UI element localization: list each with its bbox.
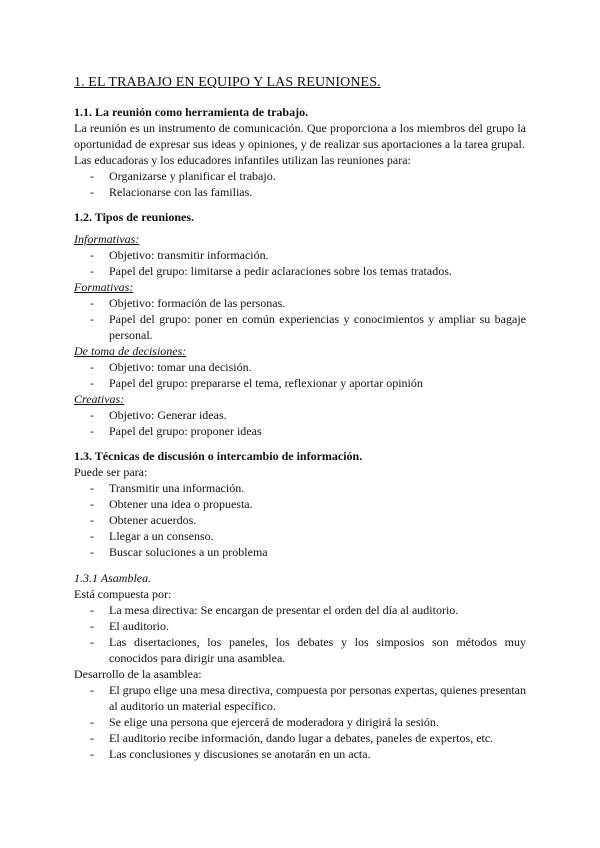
list-item: - El auditorio. xyxy=(74,618,526,634)
document-body xyxy=(74,74,526,762)
list-item: - Transmitir una información. xyxy=(74,480,526,496)
section-1-1-list xyxy=(74,168,526,200)
list-item: - Organizarse y planificar el trabajo. xyxy=(74,168,526,184)
list-item: - Papel del grupo: limitarse a pedir aclaraciones sobre los temas tratados. xyxy=(74,263,526,279)
type-informativas-list xyxy=(74,247,526,279)
list-item: - Objetivo: Generar ideas. xyxy=(74,407,526,423)
list-item: - Objetivo: formación de las personas. xyxy=(74,295,526,311)
list-item: - Obtener acuerdos. xyxy=(74,512,526,528)
list-item: - Papel del grupo: poner en común experiencias y conocimientos y ampliar su bagaje personal. xyxy=(74,311,526,343)
type-informativas-label: Informativas: xyxy=(74,232,140,246)
section-1-3-1-lead: Está compuesta por: xyxy=(74,587,172,601)
section-1-3-lead: Puede ser para: xyxy=(74,465,148,479)
section-1-2-heading: 1.2. Tipos de reuniones. xyxy=(74,210,195,224)
section-1-3-1-heading: 1.3.1 Asamblea. xyxy=(74,571,152,585)
section-1-1-intro: La reunión es un instrumento de comunicación. Que proporciona a los miembros del grupo la oportunidad de expresar sus ideas y opiniones, y de realizar sus aportaciones a la tarea grupal. xyxy=(74,121,526,151)
list-item: - Llegar a un consenso. xyxy=(74,528,526,544)
list-item: - Buscar soluciones a un problema xyxy=(74,544,526,560)
list-item: - El grupo elige una mesa directiva, compuesta por personas expertas, quienes presentan al auditorio un material específico. xyxy=(74,682,526,714)
list-item: - Papel del grupo: proponer ideas xyxy=(74,423,526,439)
asamblea-development-list xyxy=(74,682,526,762)
asamblea-composition-list xyxy=(74,602,526,666)
list-item: - Papel del grupo: prepararse el tema, reflexionar y aportar opinión xyxy=(74,375,526,391)
list-item: - El auditorio recibe información, dando lugar a debates, paneles de expertos, etc. xyxy=(74,730,526,746)
list-item: - Relacionarse con las familias. xyxy=(74,184,526,200)
list-item: - Objetivo: tomar una decisión. xyxy=(74,359,526,375)
list-item: - Se elige una persona que ejercerá de moderadora y dirigirá la sesión. xyxy=(74,714,526,730)
type-creativas-list xyxy=(74,407,526,439)
section-1-3-heading: 1.3. Técnicas de discusión o intercambio de información. xyxy=(74,449,363,463)
type-decisiones-list xyxy=(74,359,526,391)
section-1-3-list xyxy=(74,480,526,560)
list-item: - Las conclusiones y discusiones se anotarán en un acta. xyxy=(74,746,526,762)
list-item: - Obtener una idea o propuesta. xyxy=(74,496,526,512)
type-creativas-label: Creativas: xyxy=(74,392,125,406)
list-item: - La mesa directiva: Se encargan de presentar el orden del día al auditorio. xyxy=(74,602,526,618)
section-1-1-lead: Las educadoras y los educadores infantiles utilizan las reuniones para: xyxy=(74,153,411,167)
type-formativas-label: Formativas: xyxy=(74,280,134,294)
section-1-1-heading: 1.1. La reunión como herramienta de trabajo. xyxy=(74,105,309,119)
list-item: - Las disertaciones, los paneles, los debates y los simposios son métodos muy conocidos para dirigir una asamblea. xyxy=(74,634,526,666)
type-formativas-list xyxy=(74,295,526,343)
type-decisiones-label: De toma de decisiones: xyxy=(74,344,187,358)
section-1-3-1-lead2: Desarrollo de la asamblea: xyxy=(74,667,202,681)
page-title: 1. EL TRABAJO EN EQUIPO Y LAS REUNIONES. xyxy=(74,75,381,90)
list-item: - Objetivo: transmitir información. xyxy=(74,247,526,263)
